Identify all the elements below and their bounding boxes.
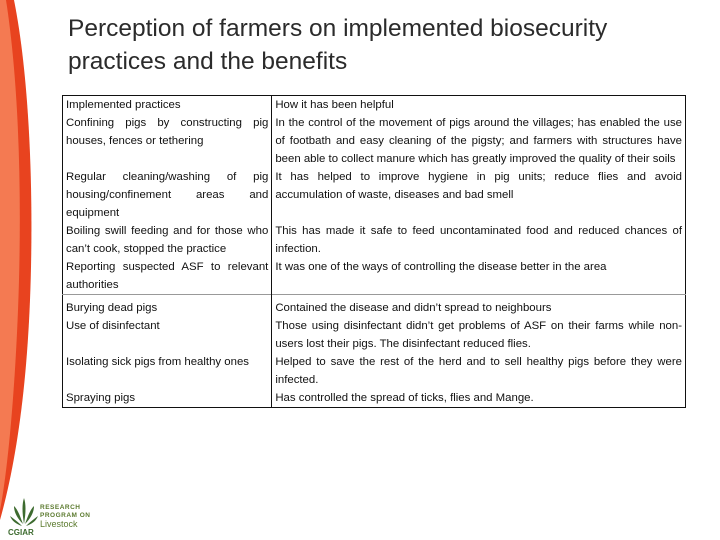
practice-cell: Use of disinfectant <box>63 317 272 353</box>
table-row <box>63 258 686 295</box>
practice-cell: Burying dead pigs <box>63 295 272 318</box>
page-title: Perception of farmers on implemented biosecurity practices and the benefits <box>68 15 608 75</box>
benefit-cell: Has controlled the spread of ticks, flies and Mange. <box>275 392 534 404</box>
practice-cell: Isolating sick pigs from healthy ones <box>63 353 272 389</box>
table-row <box>63 295 686 318</box>
practice-cell: Regular cleaning/washing of pig housing/confinement areas and equipment <box>63 168 272 222</box>
table-row <box>63 389 686 408</box>
practice-cell: Boiling swill feeding and for those who can’t cook, stopped the practice <box>63 222 272 258</box>
livestock-program-logo <box>40 504 91 528</box>
biosecurity-table <box>62 95 686 408</box>
logo-line-livestock: Livestock <box>40 519 78 529</box>
practice-cell: Reporting suspected ASF to relevant authorities <box>63 258 272 295</box>
benefit-cell: Helped to save the rest of the herd and to sell healthy pigs before they were infected. <box>275 356 682 386</box>
table-row <box>63 168 686 222</box>
benefit-cell: Those using disinfectant didn’t get problems of ASF on their farms while non-users lost their pigs. The disinfectant reduced flies. <box>275 320 682 350</box>
benefit-cell: It has helped to improve hygiene in pig units; reduce flies and avoid accumulation of waste, diseases and bad smell <box>275 171 682 201</box>
table-row <box>63 317 686 353</box>
table-row <box>63 114 686 168</box>
side-band-graphic <box>0 0 40 540</box>
decorative-side-band <box>0 0 40 540</box>
practice-cell: Confining pigs by constructing pig houses, fences or tethering <box>63 114 272 168</box>
logo-line-research: RESEARCH <box>40 504 81 511</box>
benefit-cell: It was one of the ways of controlling the disease better in the area <box>275 261 607 273</box>
logo-line-program: PROGRAM ON <box>40 512 91 519</box>
practice-cell: Spraying pigs <box>63 389 272 408</box>
benefit-cell: This has made it safe to feed uncontaminated food and reduced chances of infection. <box>275 225 682 255</box>
header-practices: Implemented practices <box>63 96 272 115</box>
benefit-cell: Contained the disease and didn’t spread to neighbours <box>272 295 686 318</box>
cgiar-wordmark: CGIAR <box>8 528 34 537</box>
table-header-row <box>63 96 686 115</box>
table-row <box>63 353 686 389</box>
header-benefits: How it has been helpful <box>275 99 394 111</box>
benefit-cell: In the control of the movement of pigs around the villages; has enabled the use of footbath and easy cleaning of the pigsty; and farmers with structures have been able to collect manure which has greatly improved the quality of their soils <box>275 117 682 165</box>
table-row <box>63 222 686 258</box>
